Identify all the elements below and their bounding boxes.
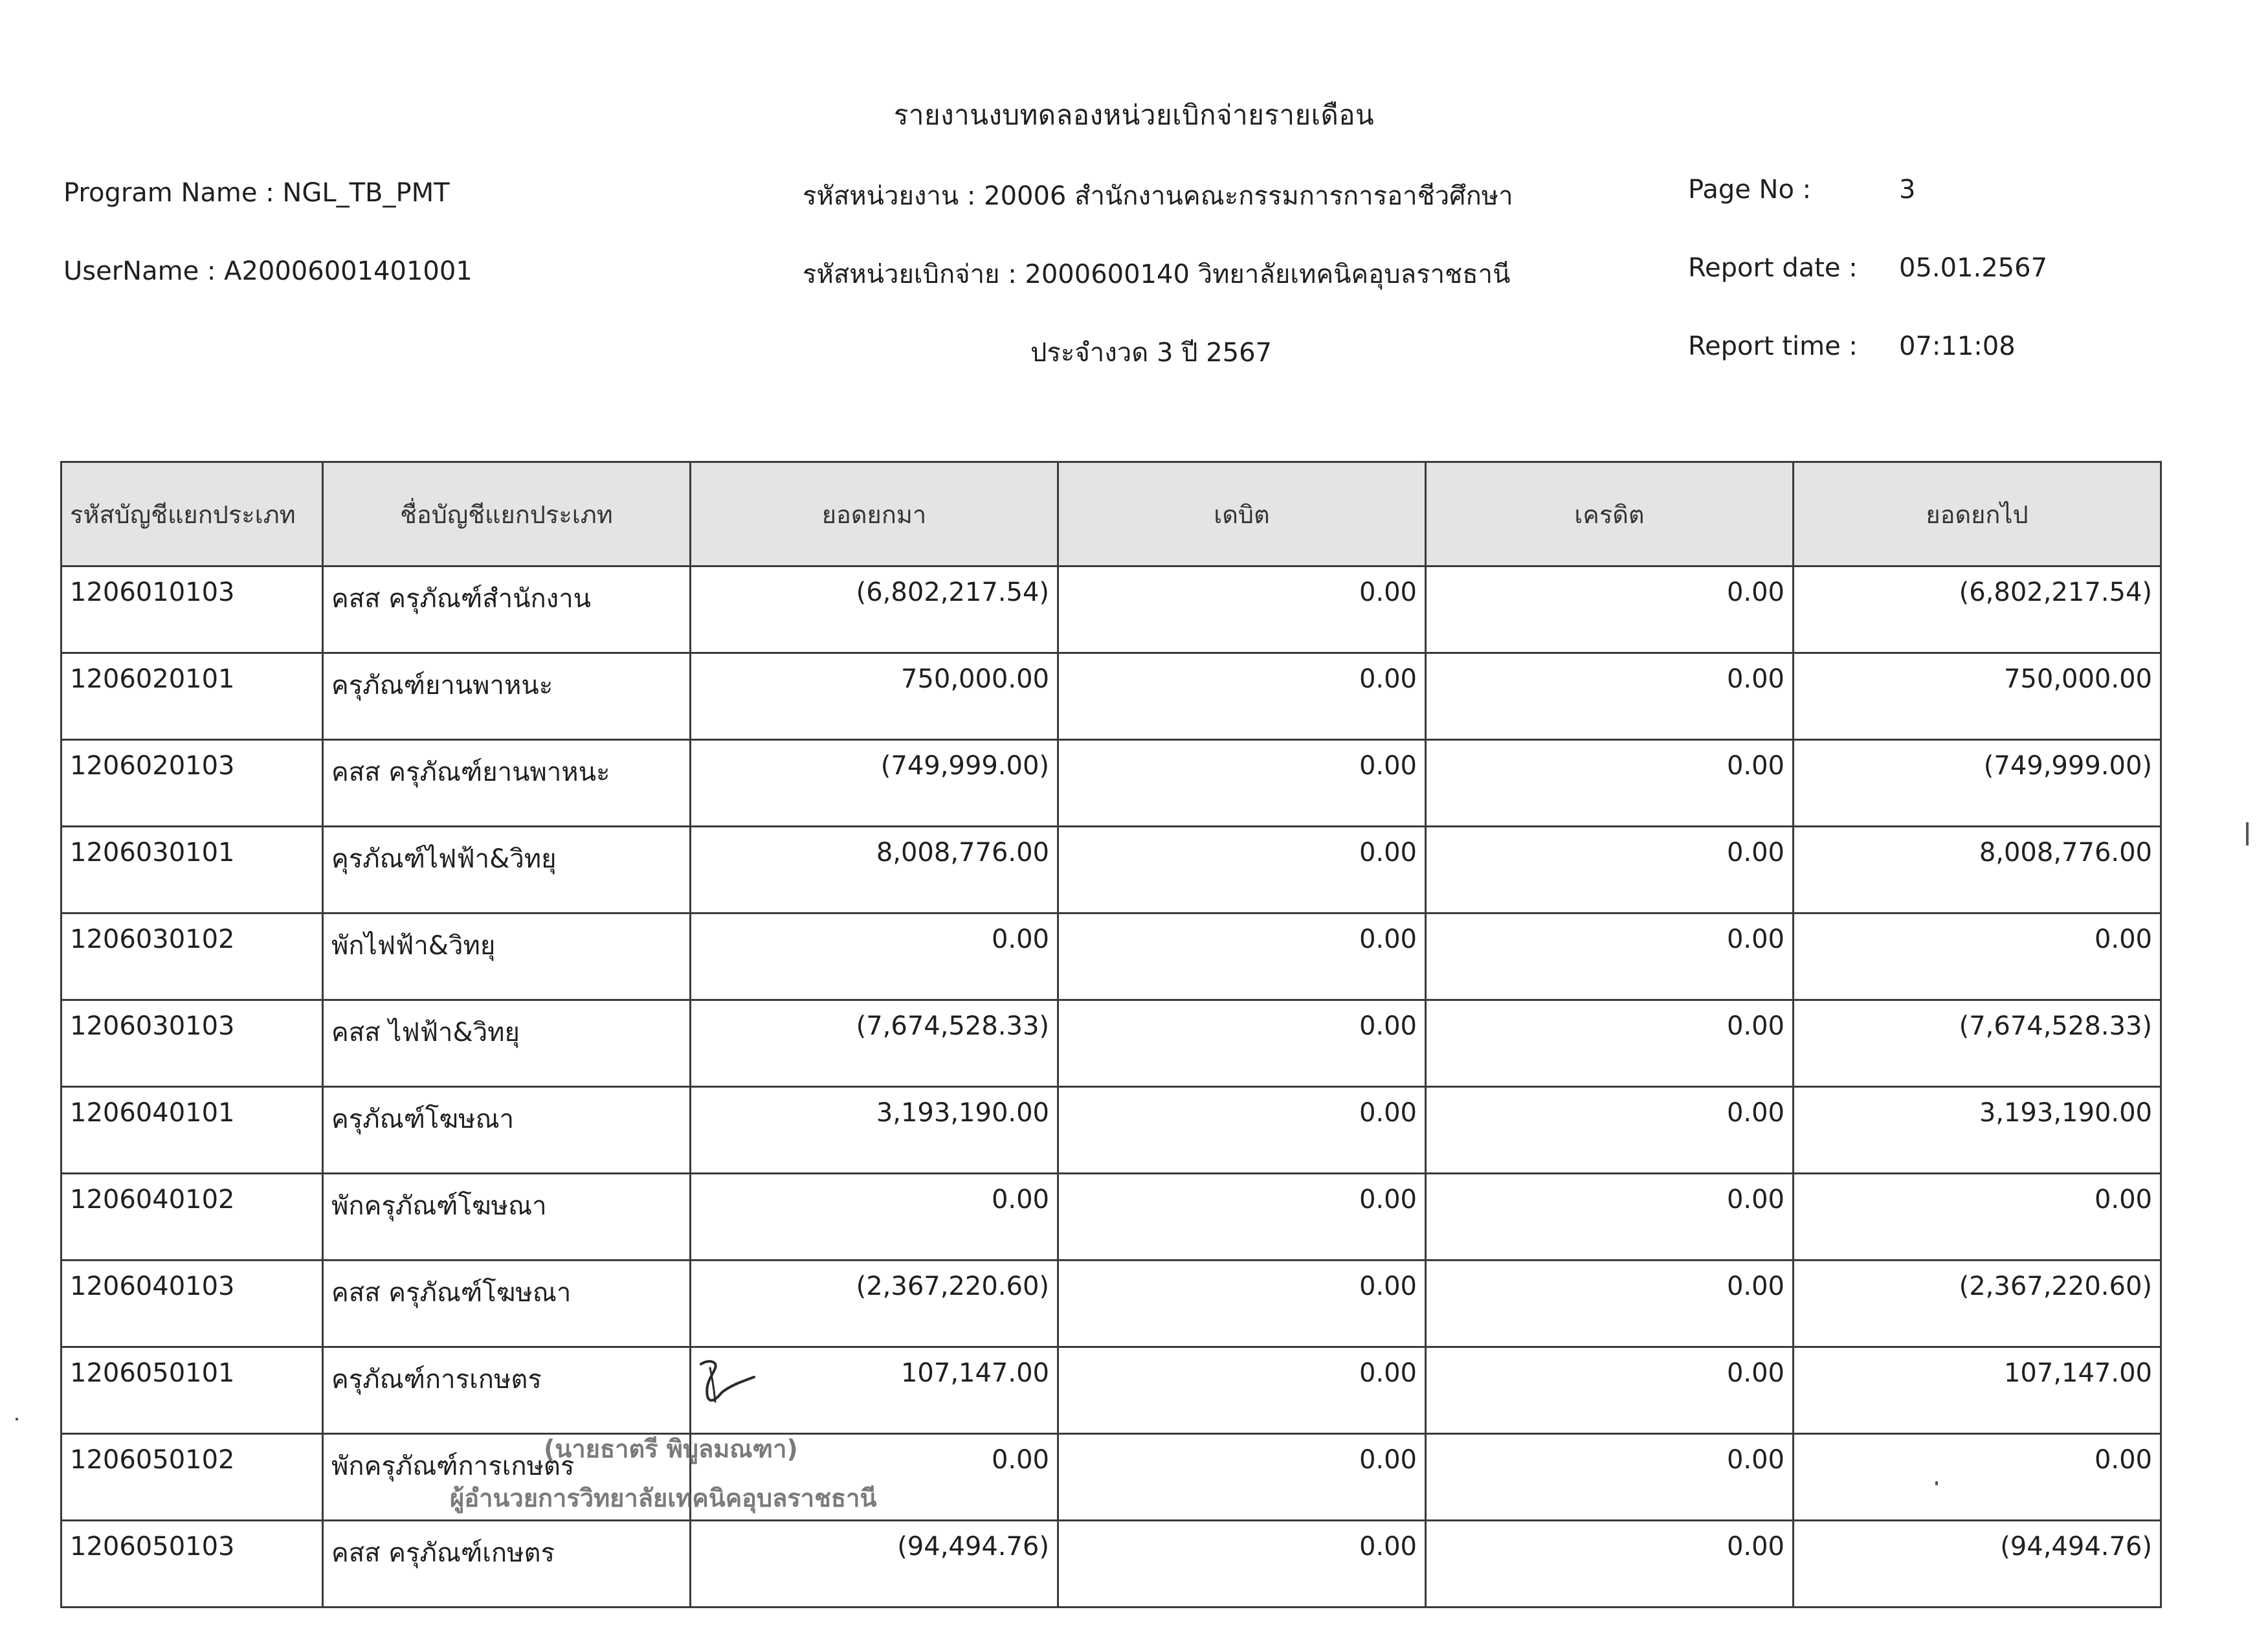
cell-account-code: 1206030103 [61,1000,323,1087]
header-closing-balance: ยอดยกไป [1794,462,2161,566]
cell-opening: (2,367,220.60) [691,1260,1058,1347]
cell-closing: (94,494.76) [1794,1521,2161,1608]
cell-opening: 3,193,190.00 [691,1087,1058,1174]
cell-debit: 0.00 [1058,1434,1426,1521]
scan-speck [1935,1481,1938,1485]
cell-closing: (7,674,528.33) [1794,1000,2161,1087]
cell-opening: 107,147.00 [691,1347,1058,1434]
report-time-value: 07:11:08 [1899,331,2016,361]
cell-account-name: พักไฟฟ้า&วิทยุ [323,913,691,1000]
cell-account-name: พักครุภัณฑ์การเกษตร [323,1434,691,1521]
cell-closing: 750,000.00 [1794,653,2161,740]
program-name: Program Name : NGL_TB_PMT [63,178,450,208]
stamp-title: ผู้อำนวยการวิทยาลัยเทคนิคอุบลราชธานี [450,1484,877,1512]
cell-credit: 0.00 [1426,1434,1794,1521]
cell-debit: 0.00 [1058,1174,1426,1260]
report-title: รายงานงบทดลองหน่วยเบิกจ่ายรายเดือน [893,99,1375,131]
cell-closing: 107,147.00 [1794,1347,2161,1434]
cell-account-name: คสส ครุภัณฑ์เกษตร [323,1521,691,1608]
cell-closing: 0.00 [1794,913,2161,1000]
cell-account-code: 1206030102 [61,913,323,1000]
cell-opening: 0.00 [691,1434,1058,1521]
table-row [61,1347,2161,1434]
cell-debit: 0.00 [1058,653,1426,740]
scan-speck [2246,822,2249,846]
cell-closing: (749,999.00) [1794,740,2161,827]
table-row [61,1521,2161,1608]
cell-credit: 0.00 [1426,1174,1794,1260]
cell-credit: 0.00 [1426,1347,1794,1434]
cell-opening: (94,494.76) [691,1521,1058,1608]
cell-opening: 750,000.00 [691,653,1058,740]
table-row [61,1000,2161,1087]
cell-opening: (6,802,217.54) [691,566,1058,653]
cell-credit: 0.00 [1426,653,1794,740]
table-row [61,653,2161,740]
cell-account-code: 1206030101 [61,827,323,913]
report-date-value: 05.01.2567 [1899,253,2048,283]
cell-account-name: พักครุภัณฑ์โฆษณา [323,1174,691,1260]
header-opening-balance: ยอดยกมา [691,462,1058,566]
cell-credit: 0.00 [1426,913,1794,1000]
cell-debit: 0.00 [1058,1087,1426,1174]
table-row [61,1434,2161,1521]
cell-closing: 8,008,776.00 [1794,827,2161,913]
table-row [61,827,2161,913]
table-row [61,566,2161,653]
stamp-name: (นายธาตรี พิบูลมณฑา) [544,1435,798,1463]
user-name: UserName : A20006001401001 [63,256,472,286]
cell-opening: 0.00 [691,913,1058,1000]
agency-code: รหัสหน่วยงาน : 20006 สำนักงานคณะกรรมการการอาชีวศึกษา [803,181,1513,211]
cell-account-name: ครุภัณฑ์ยานพาหนะ [323,653,691,740]
scan-speck [16,1418,18,1420]
page-no-value: 3 [1899,175,1916,205]
table-row [61,1260,2161,1347]
cell-account-name: คสส ครุภัณฑ์ยานพาหนะ [323,740,691,827]
report-time-label: Report time : [1688,331,1858,361]
cell-debit: 0.00 [1058,1260,1426,1347]
cell-debit: 0.00 [1058,1347,1426,1434]
cell-debit: 0.00 [1058,1521,1426,1608]
cell-debit: 0.00 [1058,566,1426,653]
table-row [61,740,2161,827]
disbursing-unit-code: รหัสหน่วยเบิกจ่าย : 2000600140 วิทยาลัยเทคนิคอุบลราชธานี [803,260,1511,289]
cell-opening: 0.00 [691,1174,1058,1260]
cell-account-code: 1206050102 [61,1434,323,1521]
report-date-label: Report date : [1688,253,1858,283]
cell-credit: 0.00 [1426,740,1794,827]
header-credit: เครดิต [1426,462,1794,566]
cell-account-code: 1206040101 [61,1087,323,1174]
cell-account-code: 1206010103 [61,566,323,653]
cell-account-name: ครุภัณฑ์โฆษณา [323,1087,691,1174]
signature-mark [696,1356,757,1408]
cell-account-code: 1206040102 [61,1174,323,1260]
header-debit: เดบิต [1058,462,1426,566]
cell-closing: (6,802,217.54) [1794,566,2161,653]
header-account-name: ชื่อบัญชีแยกประเภท [323,462,691,566]
cell-opening: 8,008,776.00 [691,827,1058,913]
cell-credit: 0.00 [1426,1521,1794,1608]
cell-credit: 0.00 [1426,1260,1794,1347]
cell-account-name: คสส ครุภัณฑ์โฆษณา [323,1260,691,1347]
cell-closing: 0.00 [1794,1174,2161,1260]
trial-balance-table [60,461,2162,1608]
cell-debit: 0.00 [1058,740,1426,827]
cell-closing: 0.00 [1794,1434,2161,1521]
cell-account-name: คสส ไฟฟ้า&วิทยุ [323,1000,691,1087]
cell-account-code: 1206040103 [61,1260,323,1347]
cell-account-code: 1206020101 [61,653,323,740]
cell-debit: 0.00 [1058,913,1426,1000]
cell-opening: (749,999.00) [691,740,1058,827]
table-row [61,1087,2161,1174]
cell-closing: 3,193,190.00 [1794,1087,2161,1174]
cell-debit: 0.00 [1058,1000,1426,1087]
cell-account-name: ครุภัณฑ์การเกษตร [323,1347,691,1434]
cell-credit: 0.00 [1426,1087,1794,1174]
period: ประจำงวด 3 ปี 2567 [1030,338,1273,368]
cell-credit: 0.00 [1426,827,1794,913]
table-row [61,1174,2161,1260]
table-header-row [61,462,2161,566]
cell-closing: (2,367,220.60) [1794,1260,2161,1347]
cell-account-code: 1206020103 [61,740,323,827]
cell-debit: 0.00 [1058,827,1426,913]
cell-credit: 0.00 [1426,566,1794,653]
cell-account-name: คสส ครุภัณฑ์สำนักงาน [323,566,691,653]
cell-account-code: 1206050101 [61,1347,323,1434]
cell-account-code: 1206050103 [61,1521,323,1608]
cell-credit: 0.00 [1426,1000,1794,1087]
header-account-code: รหัสบัญชีแยกประเภท [61,462,323,566]
cell-opening: (7,674,528.33) [691,1000,1058,1087]
page-no-label: Page No : [1688,175,1812,205]
cell-account-name: คุรภัณฑ์ไฟฟ้า&วิทยุ [323,827,691,913]
table-row [61,913,2161,1000]
